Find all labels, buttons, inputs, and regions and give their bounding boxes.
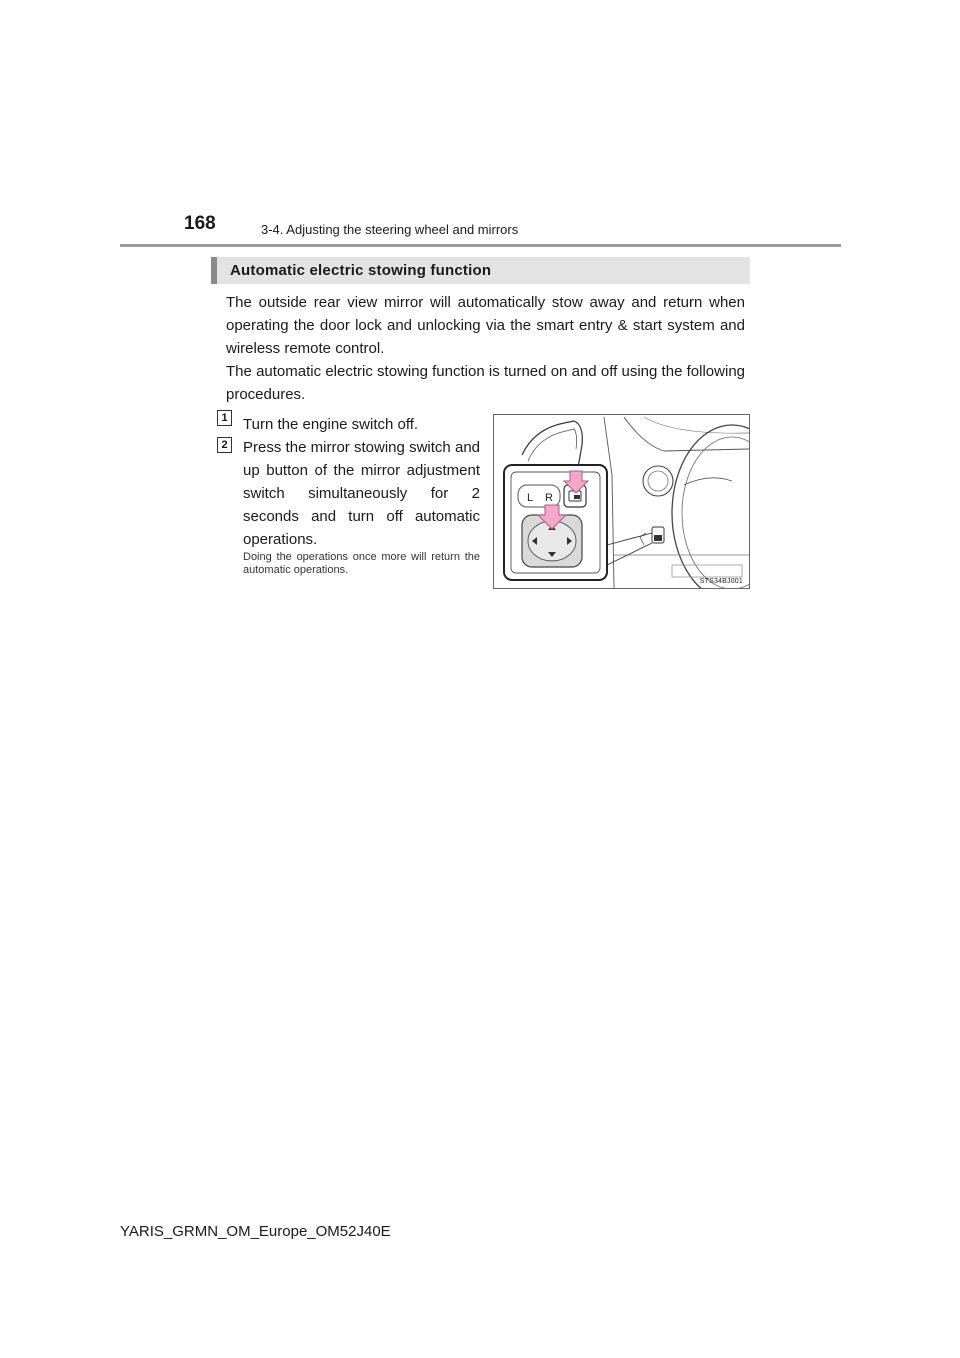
illustration-drawing bbox=[494, 415, 749, 588]
step-1-badge: 1 bbox=[217, 410, 232, 426]
footer-document-id: YARIS_GRMN_OM_Europe_OM52J40E bbox=[120, 1223, 391, 1240]
step-2-text: Press the mirror stowing switch and up button of the mirror adjustment switch simultaneously for 2 seconds and turn off automatic operations. bbox=[243, 439, 480, 548]
mirror-switch-illustration bbox=[493, 414, 750, 589]
left-label: L bbox=[527, 492, 534, 504]
subheading-box bbox=[211, 257, 750, 284]
header-rule bbox=[120, 244, 841, 247]
step-1-text: Turn the engine switch off. bbox=[243, 416, 419, 433]
section-title: 3-4. Adjusting the steering wheel and mirrors bbox=[261, 222, 519, 237]
right-label: R bbox=[545, 492, 553, 504]
figure-code: STS34BJ001 bbox=[699, 578, 743, 585]
intro-paragraph: The outside rear view mirror will automatically stow away and return when operating the door lock and unlocking via the smart entry & start system and wireless remote control. bbox=[226, 294, 745, 357]
procedure-paragraph: The automatic electric stowing function is turned on and off using the following procedures. bbox=[226, 363, 745, 403]
page-number: 168 bbox=[184, 213, 216, 234]
subheading-text: Automatic electric stowing function bbox=[230, 262, 492, 279]
note-text: Doing the operations once more will return the automatic operations. bbox=[243, 551, 480, 576]
step-2-badge: 2 bbox=[217, 437, 232, 453]
